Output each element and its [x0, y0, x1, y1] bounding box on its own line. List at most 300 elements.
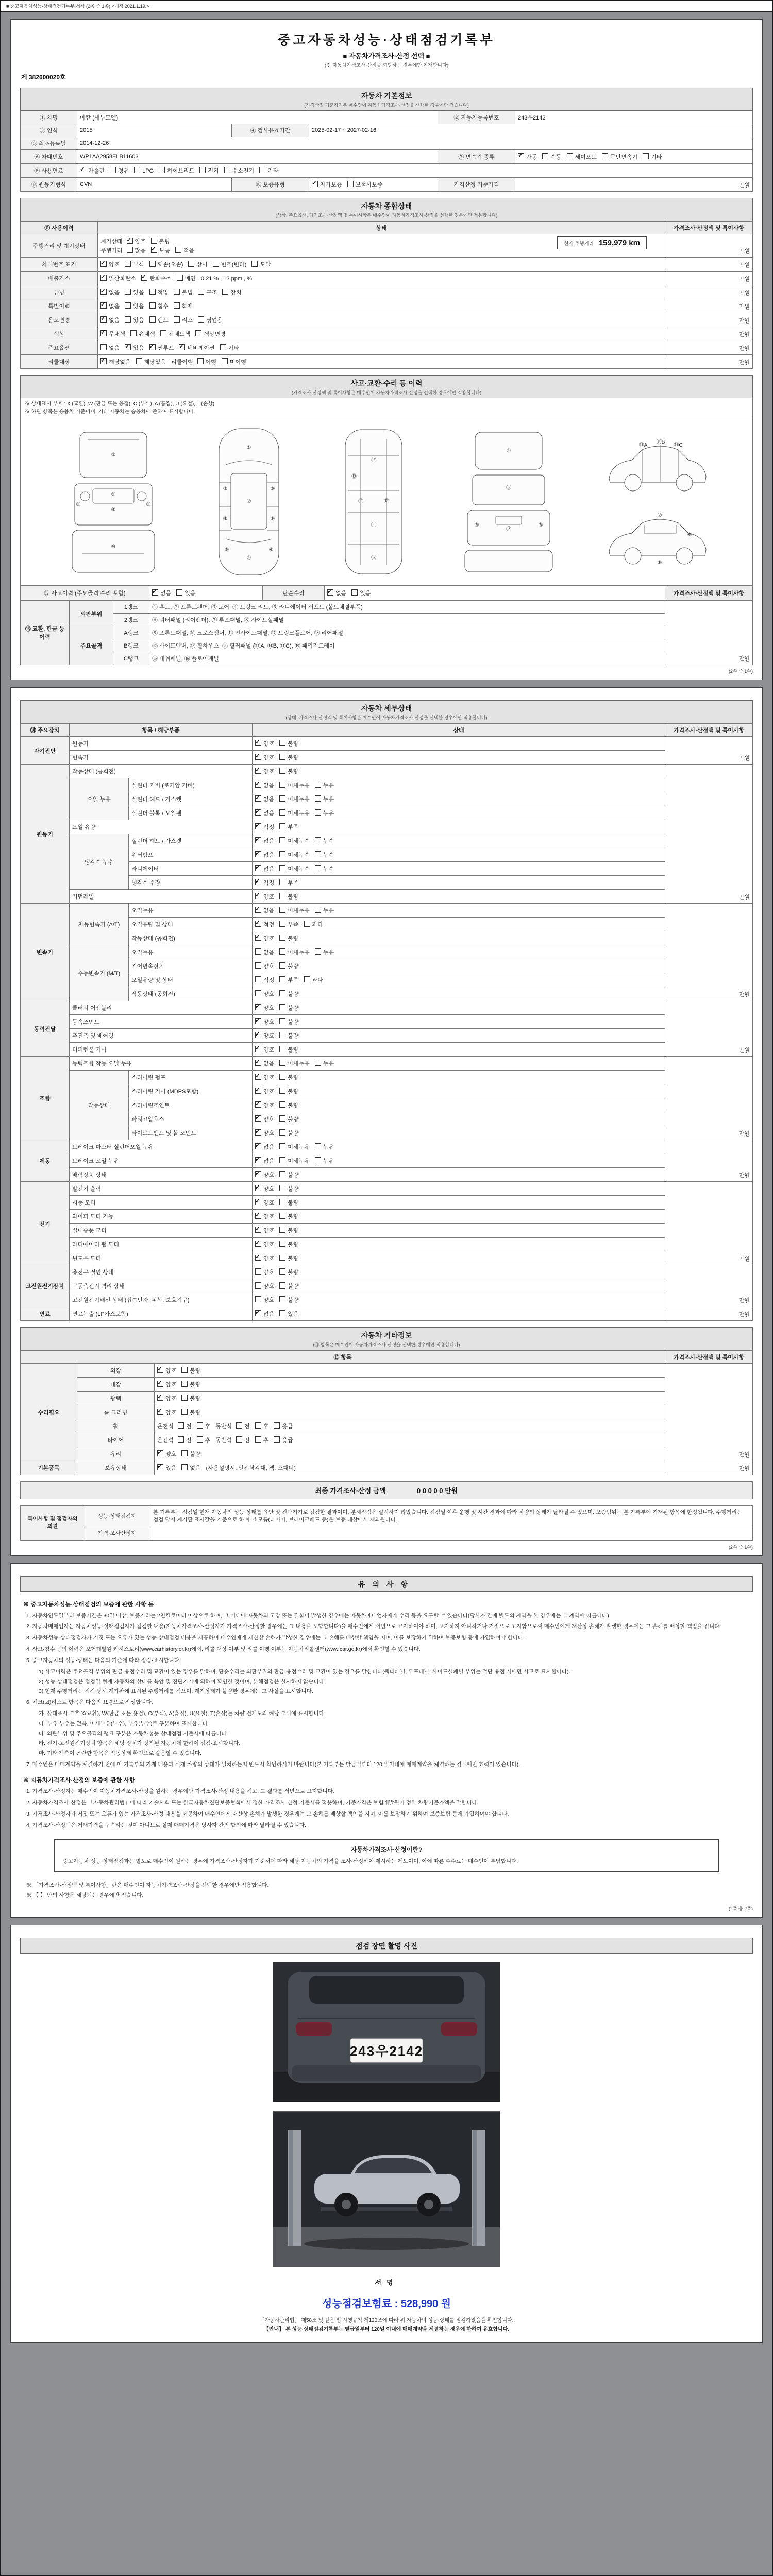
checkbox-option[interactable]: ✓ 없음: [255, 1157, 274, 1165]
checkbox-option[interactable]: 이행: [197, 358, 216, 366]
checkbox[interactable]: [100, 358, 107, 364]
checkbox[interactable]: [255, 907, 261, 913]
checkbox-option[interactable]: 불량: [181, 1394, 200, 1402]
checkbox-option[interactable]: 훼손(오손): [149, 260, 183, 268]
checkbox[interactable]: [149, 289, 156, 295]
checkbox[interactable]: [181, 1409, 188, 1415]
checkbox[interactable]: [255, 1088, 261, 1094]
checkbox[interactable]: [159, 167, 165, 173]
checkbox-option[interactable]: ✓ 양호: [100, 260, 120, 268]
checkbox[interactable]: [178, 1436, 184, 1443]
checkbox[interactable]: [174, 302, 180, 309]
checkbox-option[interactable]: LPG: [134, 167, 154, 174]
checkbox-option[interactable]: 전기: [199, 166, 219, 175]
checkbox-option[interactable]: 기타: [220, 344, 239, 352]
checkbox-option[interactable]: 무단변속기: [602, 152, 637, 161]
checkbox-option[interactable]: 하이브리드: [159, 166, 194, 175]
checkbox[interactable]: [255, 809, 261, 816]
checkbox[interactable]: [152, 589, 158, 596]
checkbox[interactable]: [347, 181, 354, 187]
checkbox-option[interactable]: 양호: [255, 1296, 274, 1304]
checkbox-option[interactable]: ✓ 양호: [255, 1184, 274, 1193]
checkbox-option[interactable]: 많음: [127, 246, 146, 255]
checkbox-option[interactable]: 불량: [181, 1366, 200, 1375]
checkbox[interactable]: [255, 1422, 261, 1429]
checkbox-option[interactable]: 불량: [279, 934, 298, 942]
checkbox[interactable]: [251, 261, 258, 267]
checkbox[interactable]: [198, 316, 204, 323]
checkbox-option[interactable]: 부족: [279, 976, 298, 984]
checkbox[interactable]: [315, 795, 321, 802]
checkbox-option[interactable]: ✓ 양호: [255, 1087, 274, 1095]
checkbox-option[interactable]: ✓ 없음: [255, 865, 274, 873]
checkbox[interactable]: [315, 948, 321, 955]
checkbox-option[interactable]: ✓ 양호: [255, 739, 274, 748]
checkbox-option[interactable]: 전: [178, 1436, 192, 1444]
checkbox-option[interactable]: 누유: [315, 1157, 334, 1165]
checkbox-option[interactable]: ✓ 양호: [255, 753, 274, 761]
checkbox-option[interactable]: 렌트: [149, 316, 169, 324]
checkbox[interactable]: [157, 1450, 163, 1456]
checkbox[interactable]: [255, 948, 261, 955]
checkbox-option[interactable]: 불량: [279, 1268, 298, 1276]
checkbox[interactable]: [315, 837, 321, 843]
checkbox[interactable]: [149, 316, 156, 323]
checkbox-option[interactable]: 있음: [125, 288, 144, 296]
checkbox[interactable]: [255, 1310, 261, 1316]
checkbox[interactable]: [255, 1255, 261, 1261]
checkbox[interactable]: [195, 330, 201, 336]
checkbox[interactable]: [100, 344, 107, 350]
checkbox[interactable]: [255, 1227, 261, 1233]
checkbox[interactable]: [279, 1255, 285, 1261]
checkbox[interactable]: [255, 1004, 261, 1010]
checkbox-option[interactable]: ✓ 없음: [255, 809, 274, 817]
checkbox-option[interactable]: ✓ 양호: [255, 767, 274, 775]
checkbox-option[interactable]: ✓ 네비게이션: [179, 344, 214, 352]
checkbox[interactable]: [279, 1241, 285, 1247]
checkbox[interactable]: [279, 990, 285, 996]
checkbox-option[interactable]: 기타: [259, 166, 278, 175]
checkbox[interactable]: [255, 893, 261, 899]
checkbox[interactable]: [177, 275, 183, 281]
checkbox-option[interactable]: ✓ 일산화탄소: [100, 274, 136, 282]
checkbox[interactable]: [100, 261, 107, 267]
checkbox[interactable]: [259, 167, 265, 173]
checkbox[interactable]: [255, 1268, 261, 1275]
checkbox-option[interactable]: ✓ 양호: [255, 934, 274, 942]
checkbox[interactable]: [255, 1046, 261, 1052]
checkbox[interactable]: [236, 1436, 242, 1443]
checkbox-option[interactable]: 있음: [351, 589, 371, 597]
checkbox-option[interactable]: 누유: [315, 809, 334, 817]
checkbox[interactable]: [279, 754, 285, 760]
checkbox-option[interactable]: 미이행: [222, 358, 246, 366]
checkbox[interactable]: [542, 153, 548, 159]
checkbox-option[interactable]: 불량: [279, 892, 298, 901]
checkbox[interactable]: [255, 921, 261, 927]
checkbox[interactable]: [149, 302, 156, 309]
checkbox[interactable]: [279, 837, 285, 843]
checkbox-option[interactable]: ✓ 있음: [157, 1464, 176, 1472]
checkbox[interactable]: [279, 879, 285, 885]
checkbox-option[interactable]: 장치: [222, 288, 241, 296]
checkbox[interactable]: [80, 167, 86, 173]
checkbox-option[interactable]: 불량: [279, 1254, 298, 1262]
checkbox-option[interactable]: ✓ 양호: [255, 1073, 274, 1081]
checkbox-option[interactable]: 과다: [304, 920, 323, 928]
checkbox-option[interactable]: 불량: [279, 767, 298, 775]
checkbox-option[interactable]: ✓ 없음: [327, 589, 346, 597]
checkbox-option[interactable]: 상이: [188, 260, 207, 268]
checkbox[interactable]: [198, 289, 204, 295]
checkbox-option[interactable]: ✓ 없음: [152, 589, 171, 597]
checkbox[interactable]: [255, 1213, 261, 1219]
checkbox[interactable]: [141, 275, 147, 281]
checkbox[interactable]: [178, 1422, 184, 1429]
checkbox[interactable]: [255, 795, 261, 802]
checkbox-option[interactable]: ✓ 없음: [255, 795, 274, 803]
checkbox-option[interactable]: 있음: [125, 316, 144, 324]
checkbox-option[interactable]: ✓ 있음: [125, 344, 144, 352]
checkbox-option[interactable]: 도말: [251, 260, 271, 268]
checkbox-option[interactable]: 후: [197, 1422, 211, 1430]
checkbox[interactable]: [136, 358, 142, 364]
checkbox-option[interactable]: 누유: [315, 781, 334, 789]
checkbox[interactable]: [125, 316, 131, 323]
checkbox[interactable]: [100, 289, 107, 295]
checkbox[interactable]: [279, 1143, 285, 1149]
checkbox-option[interactable]: ✓ 없음: [255, 781, 274, 789]
checkbox-option[interactable]: 불법: [174, 288, 193, 296]
checkbox-option[interactable]: 부족: [279, 920, 298, 928]
checkbox-option[interactable]: ✓ 양호: [255, 1240, 274, 1248]
checkbox[interactable]: [255, 1199, 261, 1205]
checkbox-option[interactable]: 불량: [279, 1282, 298, 1290]
checkbox-option[interactable]: ✓ 없음: [255, 1059, 274, 1067]
checkbox-option[interactable]: 누수: [315, 851, 334, 859]
checkbox-option[interactable]: 화재: [174, 302, 193, 310]
checkbox-option[interactable]: 미세누유: [279, 781, 310, 789]
checkbox[interactable]: [279, 1185, 285, 1191]
checkbox[interactable]: [174, 289, 180, 295]
checkbox-option[interactable]: 매연: [177, 274, 196, 282]
checkbox-option[interactable]: ✓ 양호: [157, 1450, 176, 1458]
checkbox[interactable]: [279, 1088, 285, 1094]
checkbox[interactable]: [279, 809, 285, 816]
checkbox[interactable]: [255, 754, 261, 760]
checkbox-option[interactable]: 양호: [255, 1282, 274, 1290]
checkbox-option[interactable]: 불량: [151, 237, 170, 245]
checkbox[interactable]: [255, 865, 261, 871]
checkbox-option[interactable]: ✓ 탄화수소: [141, 274, 172, 282]
checkbox[interactable]: [197, 1422, 203, 1429]
checkbox[interactable]: [197, 1436, 203, 1443]
checkbox[interactable]: [188, 261, 194, 267]
checkbox-option[interactable]: ✓ 양호: [255, 1129, 274, 1137]
checkbox-option[interactable]: 보험사보증: [347, 180, 383, 189]
checkbox-option[interactable]: ✓ 양호: [255, 1171, 274, 1179]
checkbox[interactable]: [255, 1101, 261, 1108]
checkbox-option[interactable]: 누유: [315, 1059, 334, 1067]
checkbox-option[interactable]: 불량: [279, 990, 298, 998]
checkbox[interactable]: [255, 879, 261, 885]
checkbox-option[interactable]: ✓ 없음: [100, 288, 120, 296]
checkbox-option[interactable]: ✓ 양호: [255, 1115, 274, 1123]
checkbox-option[interactable]: 불량: [279, 1296, 298, 1304]
checkbox-option[interactable]: 미세누수: [279, 865, 310, 873]
checkbox-option[interactable]: ✓ 양호: [157, 1380, 176, 1388]
checkbox[interactable]: [157, 1381, 163, 1387]
checkbox-option[interactable]: ✓ 양호: [255, 1031, 274, 1040]
checkbox[interactable]: [279, 907, 285, 913]
checkbox[interactable]: [315, 1060, 321, 1066]
checkbox[interactable]: [255, 1143, 261, 1149]
checkbox[interactable]: [327, 589, 333, 596]
checkbox[interactable]: [279, 1032, 285, 1038]
checkbox[interactable]: [100, 330, 107, 336]
checkbox-option[interactable]: 양호: [255, 962, 274, 970]
checkbox[interactable]: [279, 782, 285, 788]
checkbox[interactable]: [279, 1310, 285, 1316]
checkbox[interactable]: [279, 1004, 285, 1010]
checkbox[interactable]: [197, 358, 204, 364]
checkbox[interactable]: [279, 768, 285, 774]
checkbox-option[interactable]: 없음: [255, 948, 274, 956]
checkbox-option[interactable]: ✓ 적정: [255, 920, 274, 928]
checkbox[interactable]: [100, 275, 107, 281]
checkbox-option[interactable]: 기타: [643, 152, 662, 161]
checkbox-option[interactable]: ✓ 무채색: [100, 330, 125, 338]
checkbox[interactable]: [304, 921, 310, 927]
checkbox[interactable]: [255, 1185, 261, 1191]
checkbox[interactable]: [149, 344, 156, 350]
checkbox[interactable]: [279, 921, 285, 927]
checkbox-option[interactable]: 경유: [110, 166, 129, 175]
checkbox[interactable]: [127, 238, 133, 244]
checkbox[interactable]: [279, 1157, 285, 1163]
checkbox[interactable]: [351, 589, 358, 596]
checkbox-option[interactable]: 불량: [279, 739, 298, 748]
checkbox-option[interactable]: ✓ 적정: [255, 878, 274, 887]
checkbox-option[interactable]: ✓ 없음: [255, 1143, 274, 1151]
checkbox[interactable]: [222, 358, 228, 364]
checkbox-option[interactable]: 적정: [255, 976, 274, 984]
checkbox-option[interactable]: 불량: [279, 1171, 298, 1179]
checkbox-option[interactable]: 있음: [176, 589, 195, 597]
checkbox[interactable]: [255, 1074, 261, 1080]
checkbox-option[interactable]: ✓ 자가보증: [312, 180, 342, 189]
checkbox[interactable]: [279, 795, 285, 802]
checkbox[interactable]: [315, 865, 321, 871]
checkbox[interactable]: [175, 247, 181, 253]
checkbox[interactable]: [279, 851, 285, 857]
checkbox-option[interactable]: ✓ 양호: [255, 1198, 274, 1207]
checkbox-option[interactable]: 색상변경: [195, 330, 226, 338]
checkbox[interactable]: [643, 153, 649, 159]
checkbox-option[interactable]: 불량: [181, 1408, 200, 1416]
checkbox[interactable]: [127, 247, 133, 253]
checkbox-option[interactable]: 후: [197, 1436, 211, 1444]
checkbox-option[interactable]: 구조: [198, 288, 217, 296]
checkbox-option[interactable]: 불량: [181, 1450, 200, 1458]
checkbox-option[interactable]: 수소전기: [224, 166, 255, 175]
checkbox[interactable]: [125, 261, 131, 267]
checkbox-option[interactable]: 침수: [149, 302, 169, 310]
checkbox[interactable]: [567, 153, 573, 159]
checkbox[interactable]: [176, 589, 182, 596]
checkbox[interactable]: [134, 167, 140, 173]
checkbox-option[interactable]: 있음: [279, 1310, 298, 1318]
checkbox[interactable]: [274, 1436, 280, 1443]
checkbox[interactable]: [255, 976, 261, 982]
checkbox-option[interactable]: 미세누유: [279, 809, 310, 817]
checkbox[interactable]: [199, 167, 206, 173]
checkbox[interactable]: [255, 990, 261, 996]
checkbox-option[interactable]: 불량: [279, 1045, 298, 1054]
checkbox[interactable]: [157, 1395, 163, 1401]
checkbox-option[interactable]: 미세누유: [279, 906, 310, 914]
checkbox-option[interactable]: ✓ 양호: [255, 1004, 274, 1012]
checkbox-option[interactable]: ✓ 없음: [255, 906, 274, 914]
checkbox[interactable]: [279, 1129, 285, 1136]
checkbox[interactable]: [279, 948, 285, 955]
checkbox-option[interactable]: 불량: [279, 1184, 298, 1193]
checkbox[interactable]: [181, 1381, 188, 1387]
checkbox[interactable]: [279, 1227, 285, 1233]
checkbox-option[interactable]: 불량: [279, 1212, 298, 1221]
checkbox-option[interactable]: ✓ 양호: [157, 1408, 176, 1416]
checkbox[interactable]: [255, 1032, 261, 1038]
checkbox[interactable]: [279, 740, 285, 746]
checkbox-option[interactable]: 수동: [542, 152, 561, 161]
checkbox-option[interactable]: 미세누유: [279, 795, 310, 803]
checkbox[interactable]: [279, 865, 285, 871]
checkbox-option[interactable]: ✓ 양호: [127, 237, 146, 245]
checkbox-option[interactable]: ✓ 없음: [255, 851, 274, 859]
checkbox-option[interactable]: 과다: [304, 976, 323, 984]
checkbox-option[interactable]: 미세누수: [279, 837, 310, 845]
checkbox[interactable]: [602, 153, 608, 159]
checkbox[interactable]: [255, 1018, 261, 1024]
checkbox[interactable]: [279, 1199, 285, 1205]
checkbox[interactable]: [279, 1171, 285, 1177]
checkbox[interactable]: [125, 344, 131, 350]
checkbox[interactable]: [179, 344, 185, 350]
checkbox-option[interactable]: 전체도색: [160, 330, 191, 338]
checkbox-option[interactable]: 불량: [279, 1018, 298, 1026]
checkbox[interactable]: [130, 330, 137, 336]
checkbox-option[interactable]: ✓ 자동: [518, 152, 537, 161]
checkbox[interactable]: [255, 962, 261, 969]
checkbox[interactable]: [255, 768, 261, 774]
checkbox[interactable]: [220, 344, 226, 350]
checkbox[interactable]: [315, 907, 321, 913]
checkbox[interactable]: [255, 1171, 261, 1177]
checkbox-option[interactable]: 미세누유: [279, 1143, 310, 1151]
checkbox[interactable]: [255, 1241, 261, 1247]
checkbox-option[interactable]: 불량: [279, 962, 298, 970]
checkbox[interactable]: [160, 330, 166, 336]
checkbox-option[interactable]: ✓ 양호: [157, 1394, 176, 1402]
checkbox[interactable]: [279, 935, 285, 941]
checkbox-option[interactable]: 누유: [315, 795, 334, 803]
checkbox-option[interactable]: 적음: [175, 246, 194, 255]
checkbox-option[interactable]: 불량: [279, 753, 298, 761]
checkbox[interactable]: [157, 1409, 163, 1415]
checkbox[interactable]: [315, 851, 321, 857]
checkbox[interactable]: [279, 1060, 285, 1066]
checkbox[interactable]: [279, 976, 285, 982]
checkbox[interactable]: [255, 1060, 261, 1066]
checkbox[interactable]: [255, 1436, 261, 1443]
checkbox[interactable]: [255, 1129, 261, 1136]
checkbox[interactable]: [255, 823, 261, 829]
checkbox-option[interactable]: ✓ 양호: [157, 1366, 176, 1375]
checkbox-option[interactable]: 유채색: [130, 330, 155, 338]
checkbox-option[interactable]: ✓ 양호: [255, 1018, 274, 1026]
checkbox-option[interactable]: 적법: [149, 288, 169, 296]
checkbox-option[interactable]: ✓ 해당없음: [100, 358, 131, 366]
checkbox[interactable]: [279, 962, 285, 969]
checkbox-option[interactable]: ✓ 없음: [255, 1310, 274, 1318]
checkbox[interactable]: [315, 782, 321, 788]
checkbox[interactable]: [151, 247, 157, 253]
checkbox-option[interactable]: 미세누수: [279, 851, 310, 859]
checkbox[interactable]: [157, 1367, 163, 1373]
checkbox-option[interactable]: ✓ 양호: [255, 1226, 274, 1234]
checkbox-option[interactable]: ✓ 없음: [255, 837, 274, 845]
checkbox-option[interactable]: 응급: [274, 1436, 293, 1444]
checkbox-option[interactable]: 미세누유: [279, 1157, 310, 1165]
checkbox-option[interactable]: 누수: [315, 865, 334, 873]
checkbox-option[interactable]: ✓ 없음: [100, 302, 120, 310]
checkbox[interactable]: [100, 316, 107, 323]
checkbox[interactable]: [125, 302, 131, 309]
checkbox[interactable]: [149, 261, 156, 267]
checkbox[interactable]: [224, 167, 230, 173]
checkbox[interactable]: [181, 1464, 188, 1470]
checkbox[interactable]: [255, 740, 261, 746]
checkbox[interactable]: [181, 1395, 188, 1401]
checkbox-option[interactable]: ✓ 없음: [100, 316, 120, 324]
checkbox-option[interactable]: 없음: [100, 344, 120, 352]
checkbox-option[interactable]: ✓ 양호: [255, 892, 274, 901]
checkbox-option[interactable]: 전: [236, 1422, 250, 1430]
checkbox[interactable]: [315, 1143, 321, 1149]
checkbox-option[interactable]: 변조(변타): [213, 260, 247, 268]
checkbox[interactable]: [312, 181, 318, 187]
checkbox-option[interactable]: ✓ 양호: [255, 1212, 274, 1221]
checkbox-option[interactable]: 불량: [279, 1031, 298, 1040]
checkbox-option[interactable]: 후: [255, 1422, 269, 1430]
checkbox-option[interactable]: 있음: [125, 302, 144, 310]
checkbox-option[interactable]: ✓ 양호: [255, 1045, 274, 1054]
checkbox[interactable]: [315, 809, 321, 816]
checkbox-option[interactable]: 불량: [279, 1087, 298, 1095]
checkbox-option[interactable]: 누수: [315, 837, 334, 845]
checkbox-option[interactable]: 전: [178, 1422, 192, 1430]
checkbox-option[interactable]: 세미오토: [567, 152, 597, 161]
checkbox-option[interactable]: 부족: [279, 878, 298, 887]
checkbox[interactable]: [279, 1046, 285, 1052]
checkbox-option[interactable]: ✓ 양호: [255, 1101, 274, 1109]
checkbox-option[interactable]: ✓ 가솔린: [80, 166, 105, 175]
checkbox-option[interactable]: ✓ 보통: [151, 246, 170, 255]
checkbox[interactable]: [279, 1282, 285, 1289]
checkbox[interactable]: [304, 976, 310, 982]
checkbox-option[interactable]: 응급: [274, 1422, 293, 1430]
